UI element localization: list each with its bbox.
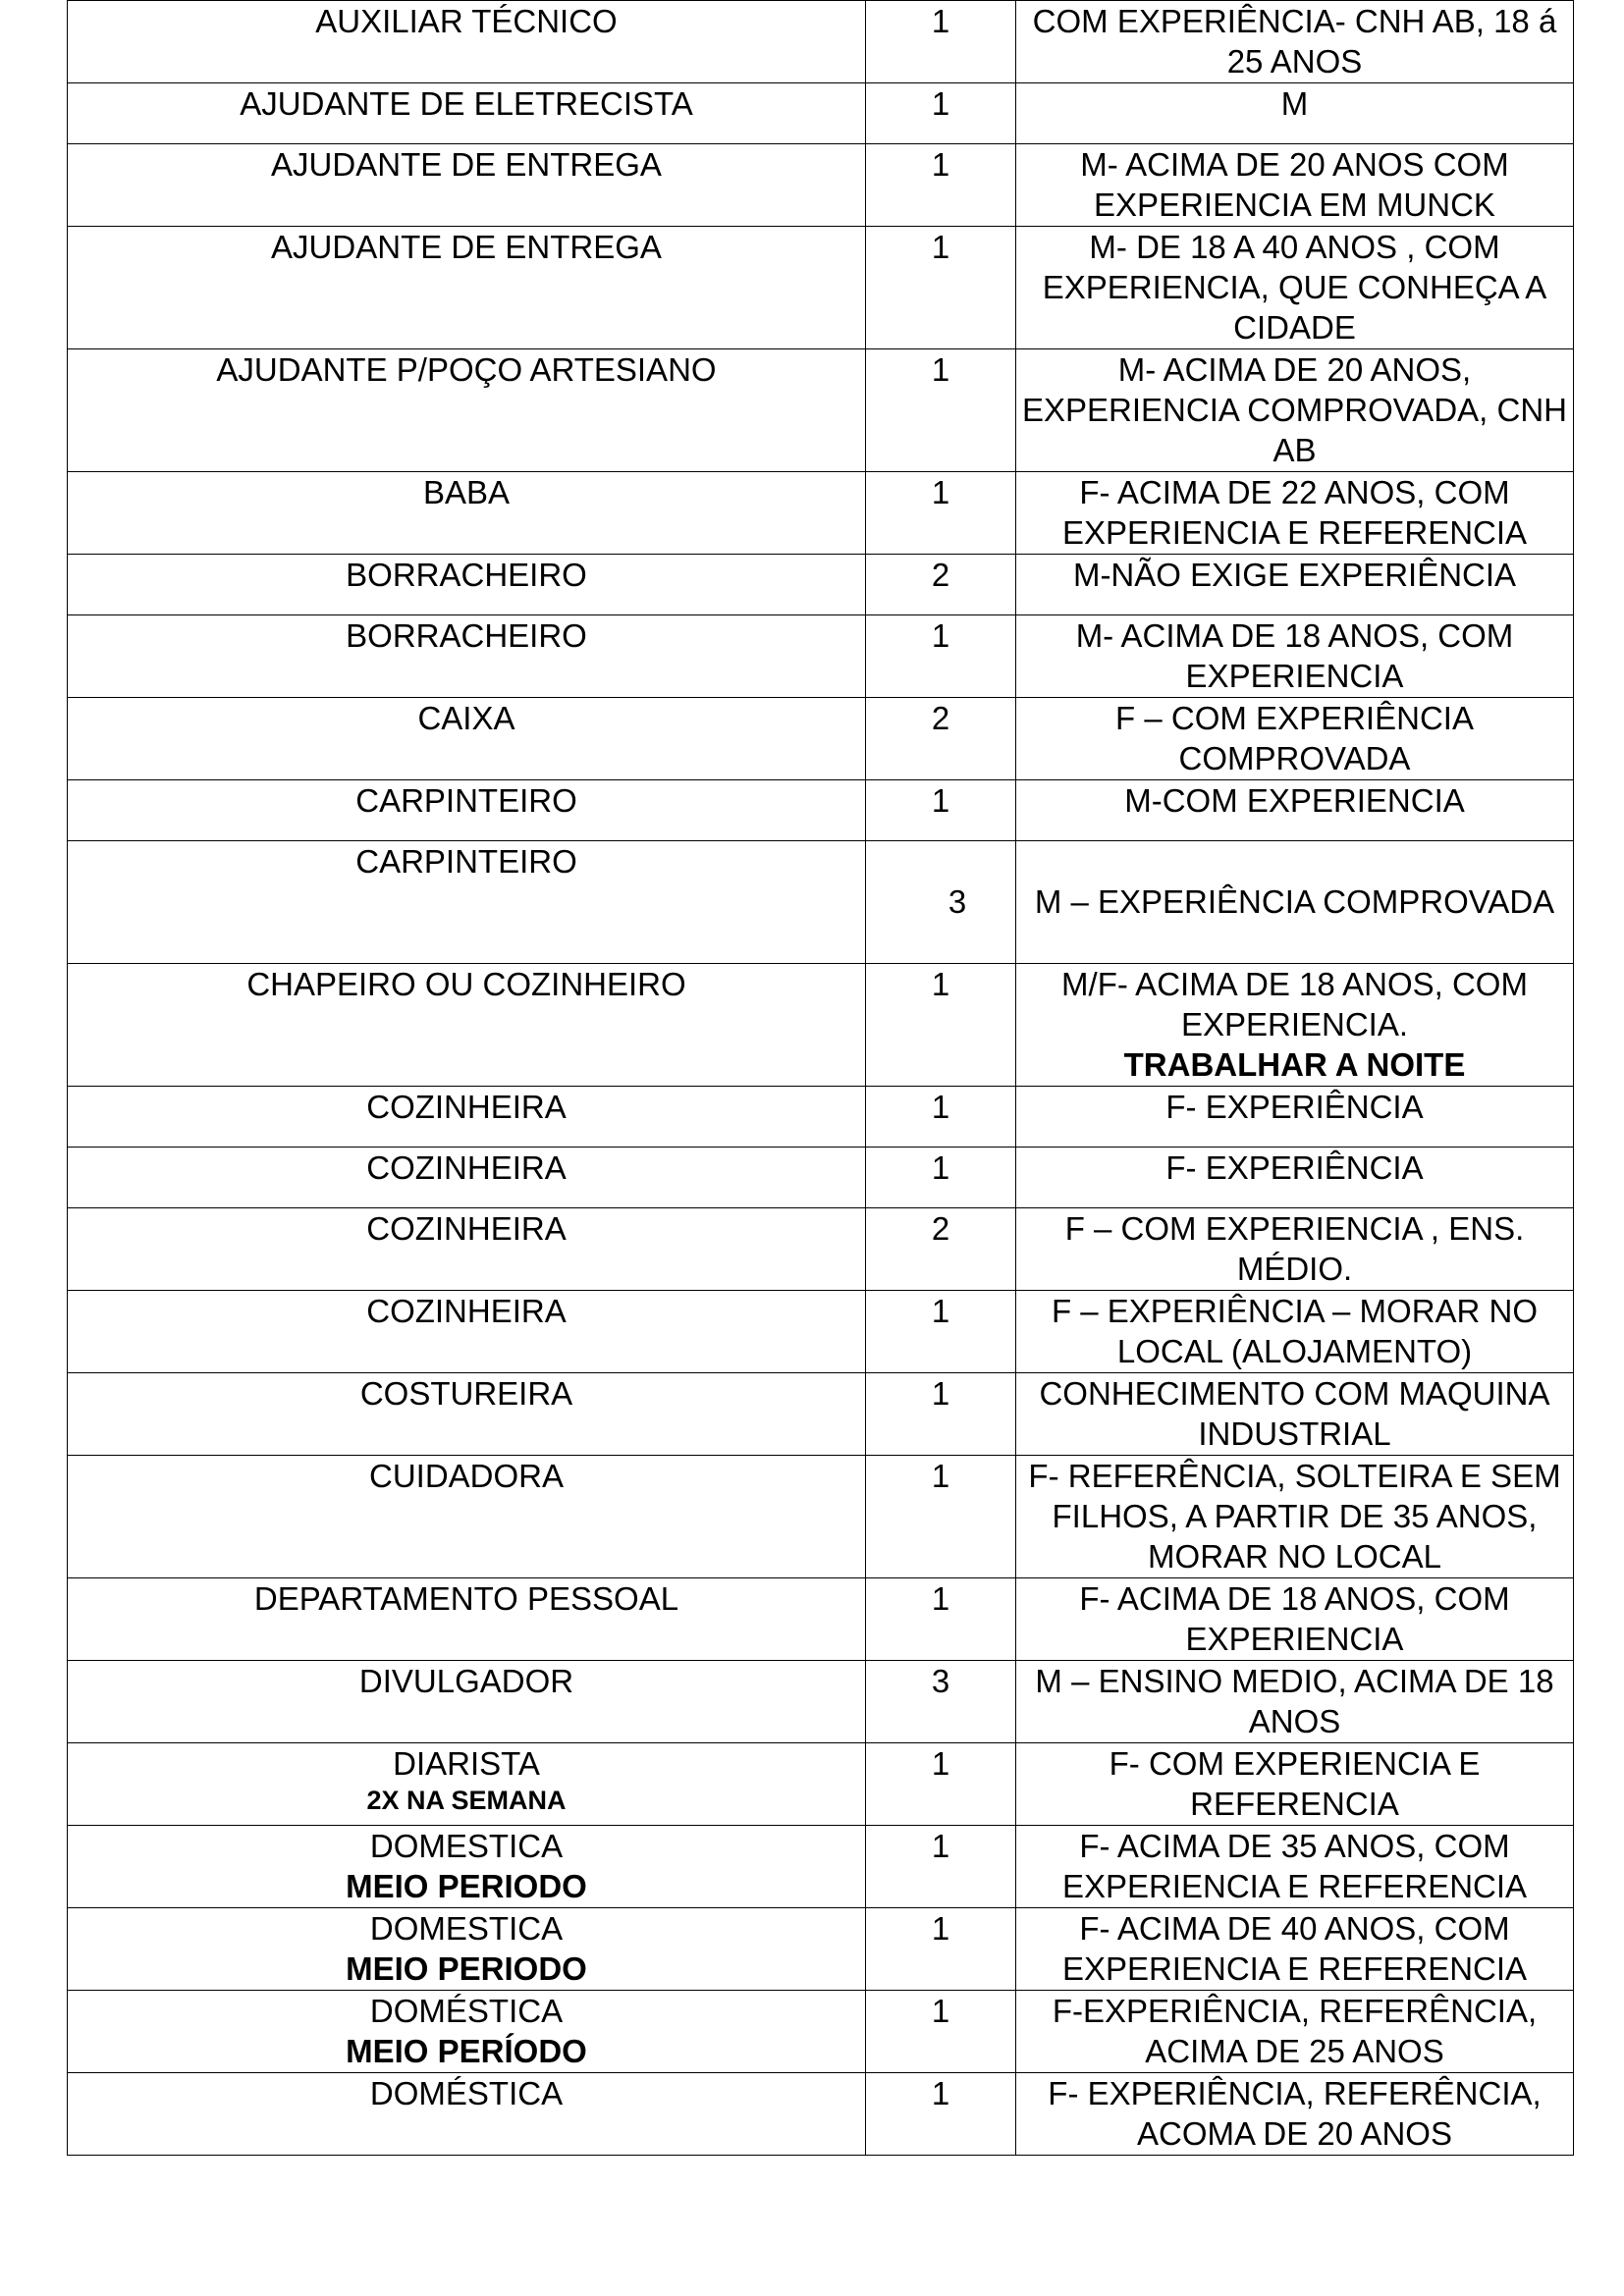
table-row (68, 964, 1574, 1087)
vacancy-count: 1 (866, 2073, 1016, 2156)
job-title: AJUDANTE DE ENTREGA (68, 227, 866, 349)
requirements (1016, 964, 1574, 1087)
requirements: F- ACIMA DE 35 ANOS, COM EXPERIENCIA E REFERENCIA (1016, 1826, 1574, 1908)
job-schedule: MEIO PERÍODO (346, 2033, 587, 2069)
table-row (68, 1, 1574, 83)
job-title: CHAPEIRO OU COZINHEIRO (68, 964, 866, 1087)
job-title: AJUDANTE DE ELETRECISTA (68, 83, 866, 144)
requirements: F- REFERÊNCIA, SOLTEIRA E SEM FILHOS, A PARTIR DE 35 ANOS, MORAR NO LOCAL (1016, 1456, 1574, 1578)
vacancy-count: 2 (866, 555, 1016, 615)
table-row (68, 1208, 1574, 1291)
job-title-text: DOMESTICA (369, 1910, 564, 1947)
job-title (68, 1826, 866, 1908)
table-row (68, 1148, 1574, 1208)
requirements: F – COM EXPERIENCIA , ENS. MÉDIO. (1016, 1208, 1574, 1291)
job-title: COZINHEIRA (68, 1087, 866, 1148)
requirements: F – EXPERIÊNCIA – MORAR NO LOCAL (ALOJAMENTO) (1016, 1291, 1574, 1373)
table-row (68, 615, 1574, 698)
table-row (68, 1991, 1574, 2073)
vacancy-count: 1 (866, 1991, 1016, 2073)
vacancy-count: 2 (866, 698, 1016, 780)
vacancy-count: 1 (866, 1456, 1016, 1578)
job-title: BORRACHEIRO (68, 615, 866, 698)
job-title: DIVULGADOR (68, 1661, 866, 1743)
table-row (68, 841, 1574, 964)
job-title (68, 1743, 866, 1826)
job-title: CUIDADORA (68, 1456, 866, 1578)
vacancy-count: 1 (866, 472, 1016, 555)
vacancy-count: 1 (866, 1578, 1016, 1661)
vacancy-count: 1 (866, 1743, 1016, 1826)
vacancy-count: 3 (866, 841, 1016, 964)
vacancy-count: 1 (866, 1148, 1016, 1208)
table-row (68, 144, 1574, 227)
table-row (68, 1087, 1574, 1148)
job-title: COZINHEIRA (68, 1148, 866, 1208)
job-title: BORRACHEIRO (68, 555, 866, 615)
requirements: M- ACIMA DE 20 ANOS, EXPERIENCIA COMPROVADA, CNH AB (1016, 349, 1574, 472)
vacancy-count: 1 (866, 1908, 1016, 1991)
requirements: F- ACIMA DE 22 ANOS, COM EXPERIENCIA E REFERENCIA (1016, 472, 1574, 555)
requirements: F-EXPERIÊNCIA, REFERÊNCIA, ACIMA DE 25 ANOS (1016, 1991, 1574, 2073)
vacancy-count: 1 (866, 1291, 1016, 1373)
requirements: F- ACIMA DE 40 ANOS, COM EXPERIENCIA E REFERENCIA (1016, 1908, 1574, 1991)
table-row (68, 1578, 1574, 1661)
vacancy-count: 1 (866, 144, 1016, 227)
requirements: COM EXPERIÊNCIA- CNH AB, 18 á 25 ANOS (1016, 1, 1574, 83)
job-title: CAIXA (68, 698, 866, 780)
requirements: M-COM EXPERIENCIA (1016, 780, 1574, 841)
table-row (68, 472, 1574, 555)
requirements: F – COM EXPERIÊNCIA COMPROVADA (1016, 698, 1574, 780)
table-row (68, 698, 1574, 780)
table-row (68, 1826, 1574, 1908)
table-row (68, 227, 1574, 349)
requirements: M – ENSINO MEDIO, ACIMA DE 18 ANOS (1016, 1661, 1574, 1743)
vacancy-count: 1 (866, 1087, 1016, 1148)
requirements: F- EXPERIÊNCIA (1016, 1087, 1574, 1148)
requirements: M- DE 18 A 40 ANOS , COM EXPERIENCIA, QUE CONHEÇA A CIDADE (1016, 227, 1574, 349)
vacancy-count: 1 (866, 1, 1016, 83)
job-title: COZINHEIRA (68, 1208, 866, 1291)
table-row (68, 349, 1574, 472)
vacancy-count: 1 (866, 1826, 1016, 1908)
table-row (68, 1373, 1574, 1456)
job-title: AJUDANTE DE ENTREGA (68, 144, 866, 227)
vacancy-count: 1 (866, 1373, 1016, 1456)
table-row (68, 780, 1574, 841)
vacancy-count: 3 (866, 1661, 1016, 1743)
table-row (68, 83, 1574, 144)
job-title (68, 1991, 866, 2073)
vacancy-count: 2 (866, 1208, 1016, 1291)
vacancy-count: 1 (866, 615, 1016, 698)
table-row (68, 1291, 1574, 1373)
requirements: F- EXPERIÊNCIA (1016, 1148, 1574, 1208)
requirements: F- EXPERIÊNCIA, REFERÊNCIA, ACOMA DE 20 ANOS (1016, 2073, 1574, 2156)
table-row (68, 555, 1574, 615)
table-row (68, 2073, 1574, 2156)
job-title-text: DOMESTICA (369, 1828, 564, 1864)
table-row (68, 1456, 1574, 1578)
job-title (68, 1908, 866, 1991)
vacancy-count: 1 (866, 349, 1016, 472)
job-title: AUXILIAR TÉCNICO (68, 1, 866, 83)
requirements: M-NÃO EXIGE EXPERIÊNCIA (1016, 555, 1574, 615)
vacancy-count: 1 (866, 780, 1016, 841)
vacancy-count: 1 (866, 83, 1016, 144)
requirements: M- ACIMA DE 18 ANOS, COM EXPERIENCIA (1016, 615, 1574, 698)
table-row (68, 1743, 1574, 1826)
job-schedule: MEIO PERIODO (346, 1868, 587, 1904)
table-row (68, 1661, 1574, 1743)
job-schedule: MEIO PERIODO (346, 1950, 587, 1987)
vacancies-table (67, 0, 1574, 2156)
job-title: DEPARTAMENTO PESSOAL (68, 1578, 866, 1661)
job-title: BABA (68, 472, 866, 555)
requirements-text: M/F- ACIMA DE 18 ANOS, COM EXPERIENCIA. (1061, 966, 1528, 1042)
job-title-text: DIARISTA (393, 1745, 540, 1782)
job-title: CARPINTEIRO (68, 841, 866, 964)
job-title: COSTUREIRA (68, 1373, 866, 1456)
vacancy-count: 1 (866, 227, 1016, 349)
requirements: F- ACIMA DE 18 ANOS, COM EXPERIENCIA (1016, 1578, 1574, 1661)
job-title: AJUDANTE P/POÇO ARTESIANO (68, 349, 866, 472)
table-row (68, 1908, 1574, 1991)
vacancy-count: 1 (866, 964, 1016, 1087)
requirements: M (1016, 83, 1574, 144)
job-title-text: DOMÉSTICA (369, 1993, 564, 2029)
requirements: M – EXPERIÊNCIA COMPROVADA (1016, 841, 1574, 964)
job-title: CARPINTEIRO (68, 780, 866, 841)
requirements: CONHECIMENTO COM MAQUINA INDUSTRIAL (1016, 1373, 1574, 1456)
job-title: DOMÉSTICA (68, 2073, 866, 2156)
job-schedule: 2X NA SEMANA (366, 1786, 567, 1815)
requirements: F- COM EXPERIENCIA E REFERENCIA (1016, 1743, 1574, 1826)
requirements: M- ACIMA DE 20 ANOS COM EXPERIENCIA EM MUNCK (1016, 144, 1574, 227)
requirements-note: TRABALHAR A NOITE (1123, 1046, 1466, 1083)
job-title: COZINHEIRA (68, 1291, 866, 1373)
